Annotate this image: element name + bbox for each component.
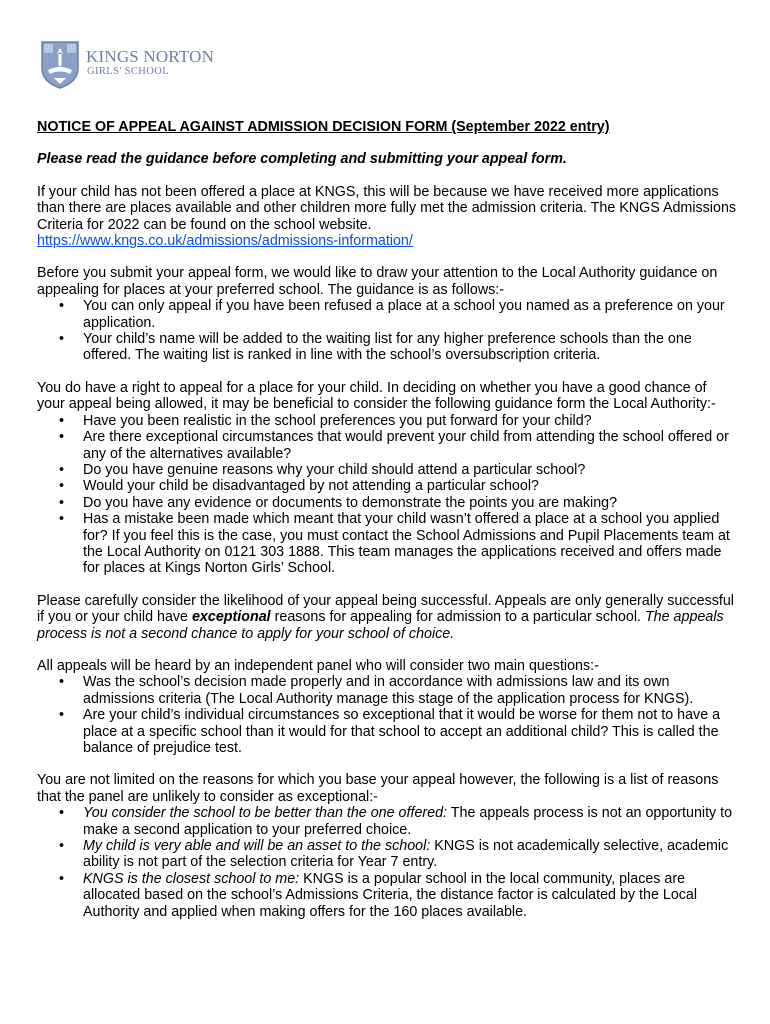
school-logo	[40, 40, 215, 92]
reasons-list	[37, 805, 737, 920]
school-crest-icon	[40, 40, 80, 90]
list-item	[37, 805, 737, 838]
list-item: • Your child’s name will be added to the waiting list for any higher preference schools than the one offered. The waiting list is ranked in line with the school’s oversubscription criteria.	[37, 331, 737, 364]
likelihood-section	[37, 593, 737, 642]
exceptional-emphasis: exceptional	[191, 609, 271, 626]
panel-questions-list	[37, 674, 737, 756]
list-item: • Do you have any evidence or documents to demonstrate the points you are making?	[37, 495, 737, 511]
reason-lead: You consider the school to be better than the one offered:	[83, 805, 448, 822]
panel-section	[37, 658, 737, 756]
list-item	[37, 838, 737, 871]
list-item: • Have you been realistic in the school preferences you put forward for your child?	[37, 413, 737, 429]
right-to-appeal-paragraph: You do have a right to appeal for a place for your child. In deciding on whether you have a good chance of your appeal being allowed, it may be beneficial to consider the following guidance form the Local Authority:-	[37, 379, 716, 413]
la-guidance-list	[37, 298, 737, 364]
panel-paragraph: All appeals will be heard by an independent panel who will consider two main questions:-	[37, 657, 599, 674]
reasons-section	[37, 772, 737, 920]
list-item: • Was the school’s decision made properly and in accordance with admissions law and its own admissions criteria (The Local Authority manage this stage of the application process for KNGS).	[37, 674, 737, 707]
likelihood-paragraph	[37, 593, 737, 642]
admissions-info-link[interactable]: https://www.kngs.co.uk/admissions/admissions-information/	[37, 233, 413, 250]
right-to-appeal-list	[37, 413, 737, 577]
list-item: • Do you have genuine reasons why your child should attend a particular school?	[37, 462, 737, 478]
likelihood-text-2: reasons for appealing for admission to a particular school.	[270, 609, 645, 626]
document-body	[37, 119, 737, 920]
guidance-note: Please read the guidance before completing and submitting your appeal form.	[37, 151, 567, 168]
la-guidance-section	[37, 265, 737, 363]
list-item: • Would your child be disadvantaged by not attending a particular school?	[37, 478, 737, 494]
not-second-chance-note: The appeals process is not a second chance to apply for your school of choice.	[37, 609, 724, 642]
reason-lead: KNGS is the closest school to me:	[83, 870, 300, 887]
logo-school-name: KINGS NORTON	[86, 47, 215, 66]
reasons-paragraph: You are not limited on the reasons for which you base your appeal however, the following is a list of reasons that the panel are unlikely to consider as exceptional:-	[37, 772, 719, 805]
right-to-appeal-section	[37, 380, 737, 577]
likelihood-text-1: Please carefully consider the likelihood of your appeal being successful. Appeals are only generally successful if you or your child have	[37, 592, 734, 626]
list-item: • You can only appeal if you have been refused a place at a school you named as a preference on your application.	[37, 298, 737, 331]
reason-text: KNGS is not academically selective, academic ability is not part of the selection criteria for Year 7 entry.	[83, 838, 729, 871]
list-item: • Are your child’s individual circumstances so exceptional that it would be worse for them not to have a place at a specific school than it would for that school to accept an additional child? This is called the balance of prejudice test.	[37, 707, 737, 756]
document-title: NOTICE OF APPEAL AGAINST ADMISSION DECISION FORM (September 2022 entry)	[37, 119, 610, 135]
intro-paragraph: If your child has not been offered a place at KNGS, this will be because we have received more applications than there are places available and other children more fully met the admission criteria. The KNGS Admissions Criteria for 2022 can be found on the school website.	[37, 183, 737, 233]
list-item: • Has a mistake been made which meant that your child wasn’t offered a place at a school you applied for? If you feel this is the case, you must contact the School Admissions and Pupil Placements team at the Local Authority on 0121 303 1888. This team manages the applications received and offers made for places at Kings Norton Girls’ School.	[37, 511, 737, 577]
reason-text: KNGS is a popular school in the local community, places are allocated based on the school’s Admissions Criteria, the distance factor is calculated by the Local Authority and applied when making offers for the 160 places available.	[83, 870, 698, 920]
reason-lead: My child is very able and will be an asset to the school:	[83, 838, 431, 855]
reason-text: The appeals process is not an opportunity to make a second application to your preferred choice.	[83, 805, 733, 838]
logo-school-subtitle: GIRLS' SCHOOL	[87, 66, 170, 77]
list-item: • Are there exceptional circumstances that would prevent your child from attending the school offered or any of the alternatives available?	[37, 429, 737, 462]
intro-section	[37, 184, 737, 250]
la-guidance-paragraph: Before you submit your appeal form, we would like to draw your attention to the Local Authority guidance on appealing for places at your preferred school. The guidance is as follows:-	[37, 265, 718, 298]
list-item	[37, 871, 737, 920]
